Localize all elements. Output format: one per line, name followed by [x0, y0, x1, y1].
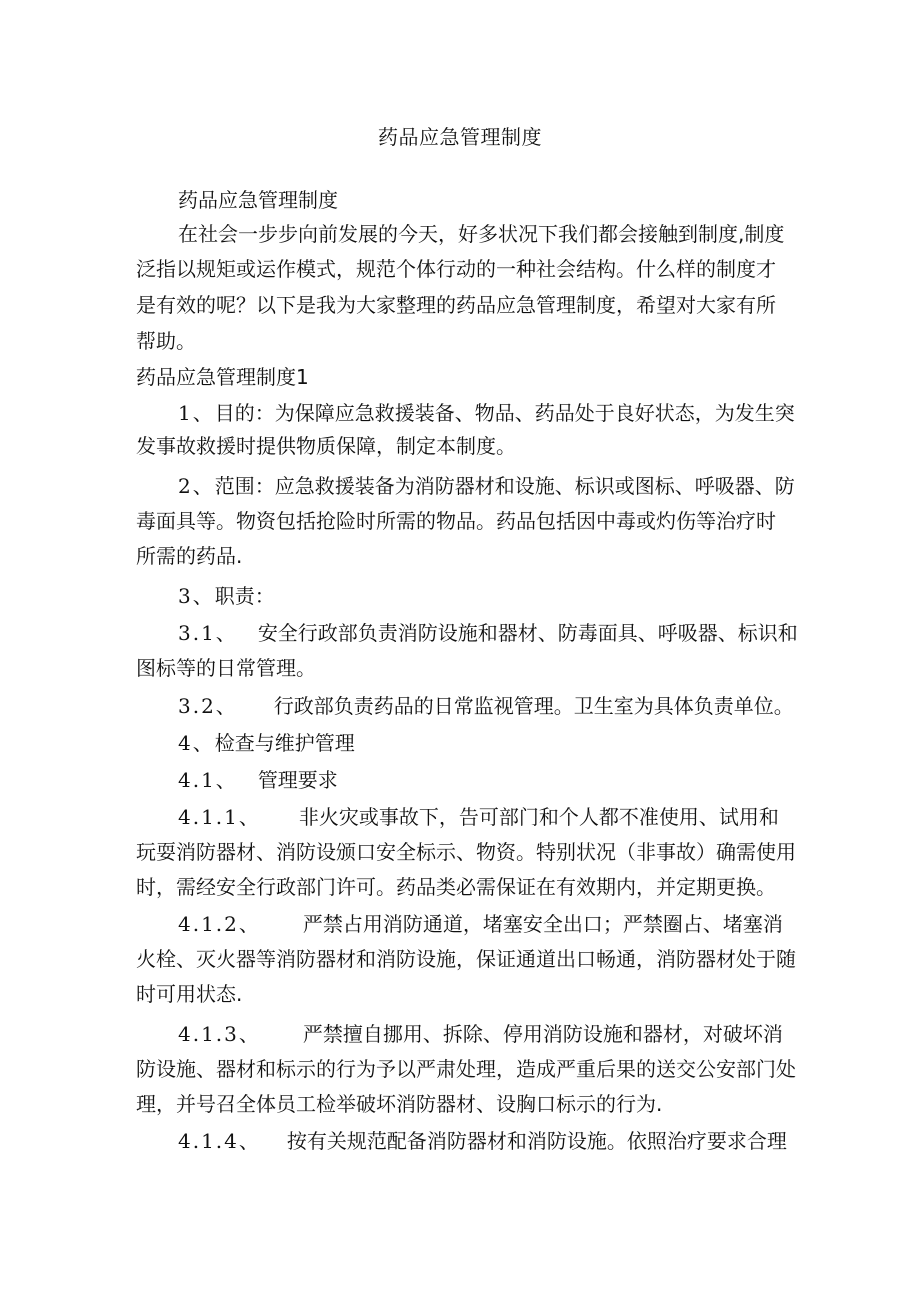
item-text: 按有关规范配备消防器材和消防设施。依照治疗要求合理 — [286, 1129, 787, 1153]
item-text: 目的：为保障应急救援装备、物品、药品处于良好状态，为发生突 — [214, 401, 795, 425]
item-text: 发事故救援时提供物质保障，制定本制度。 — [136, 434, 516, 458]
section-heading: 药品应急管理制度1 — [136, 365, 309, 389]
item-number: 4.1.4、 — [178, 1129, 261, 1153]
item-scope — [178, 470, 795, 502]
intro-line: 帮助。 — [136, 329, 196, 353]
subtitle: 药品应急管理制度 — [178, 188, 338, 212]
item-number: 3.1、 — [178, 621, 238, 645]
item-number: 4.1.3、 — [178, 1022, 261, 1046]
intro-line: 在社会一步步向前发展的今天，好多状况下我们都会接触到制度,制度 — [178, 222, 785, 246]
item-text: 防设施、器材和标示的行为予以严肃处理，造成严重后果的送交公安部门处 — [136, 1057, 796, 1081]
item-number: 2、 — [178, 474, 215, 498]
item-text: 时，需经安全行政部门许可。药品类必需保证在有效期内，并定期更换。 — [136, 875, 776, 899]
item-text: 时可用状态. — [136, 982, 243, 1006]
item-number: 1、 — [178, 401, 215, 425]
item-text: 毒面具等。物资包括抢险时所需的物品。药品包括因中毒或灼伤等治疗时 — [136, 509, 776, 533]
item-purpose — [178, 397, 795, 429]
item-check-4-1-3 — [178, 1018, 783, 1050]
item-text: 玩耍消防器材、消防设颁口安全标示、物资。特别状况（非事故）确需使用 — [136, 840, 796, 864]
item-text: 理，并号召全体员工检举破坏消防器材、设胸口标示的行为. — [136, 1092, 663, 1116]
item-check-4-1 — [178, 764, 338, 796]
item-duty-3-2 — [178, 690, 794, 722]
item-check-4-1-2 — [178, 908, 783, 940]
item-text: 非火灾或事故下，告可部门和个人都不准使用、试用和 — [298, 805, 779, 829]
item-check-4-1-4 — [178, 1125, 787, 1157]
item-text: 安全行政部负责消防设施和器材、防毒面具、呼吸器、标识和 — [257, 621, 798, 645]
item-text: 职责： — [214, 584, 275, 608]
item-number: 4.1、 — [178, 768, 238, 792]
item-text: 火栓、灭火器等消防器材和消防设施，保证通道出口畅通，消防器材处于随 — [136, 947, 796, 971]
item-text: 管理要求 — [257, 768, 338, 792]
item-text: 严禁占用消防通道，堵塞安全出口；严禁圈占、堵塞消 — [302, 912, 783, 936]
item-duty — [178, 580, 275, 612]
intro-line: 是有效的呢？以下是我为大家整理的药品应急管理制度，希望对大家有所 — [136, 293, 776, 317]
item-number: 4.1.2、 — [178, 912, 261, 936]
item-number: 4.1.1、 — [178, 805, 261, 829]
item-check — [178, 727, 355, 759]
intro-line: 泛指以规矩或运作模式，规范个体行动的一种社会结构。什么样的制度才 — [136, 257, 776, 281]
item-text: 行政部负责药品的日常监视管理。卫生室为具体负责单位。 — [273, 694, 794, 718]
item-number: 3.2、 — [178, 694, 238, 718]
item-text: 严禁擅自挪用、拆除、停用消防设施和器材，对破坏消 — [302, 1022, 783, 1046]
item-text: 所需的药品. — [136, 544, 243, 568]
item-number: 4、 — [178, 731, 215, 755]
item-text: 范围：应急救援装备为消防器材和设施、标识或图标、呼吸器、防 — [214, 474, 795, 498]
item-number: 3、 — [178, 584, 215, 608]
page-title: 药品应急管理制度 — [378, 125, 542, 149]
item-check-4-1-1 — [178, 801, 779, 833]
item-text: 检查与维护管理 — [214, 731, 355, 755]
item-text: 图标等的日常管理。 — [136, 656, 316, 680]
item-duty-3-1 — [178, 617, 798, 649]
